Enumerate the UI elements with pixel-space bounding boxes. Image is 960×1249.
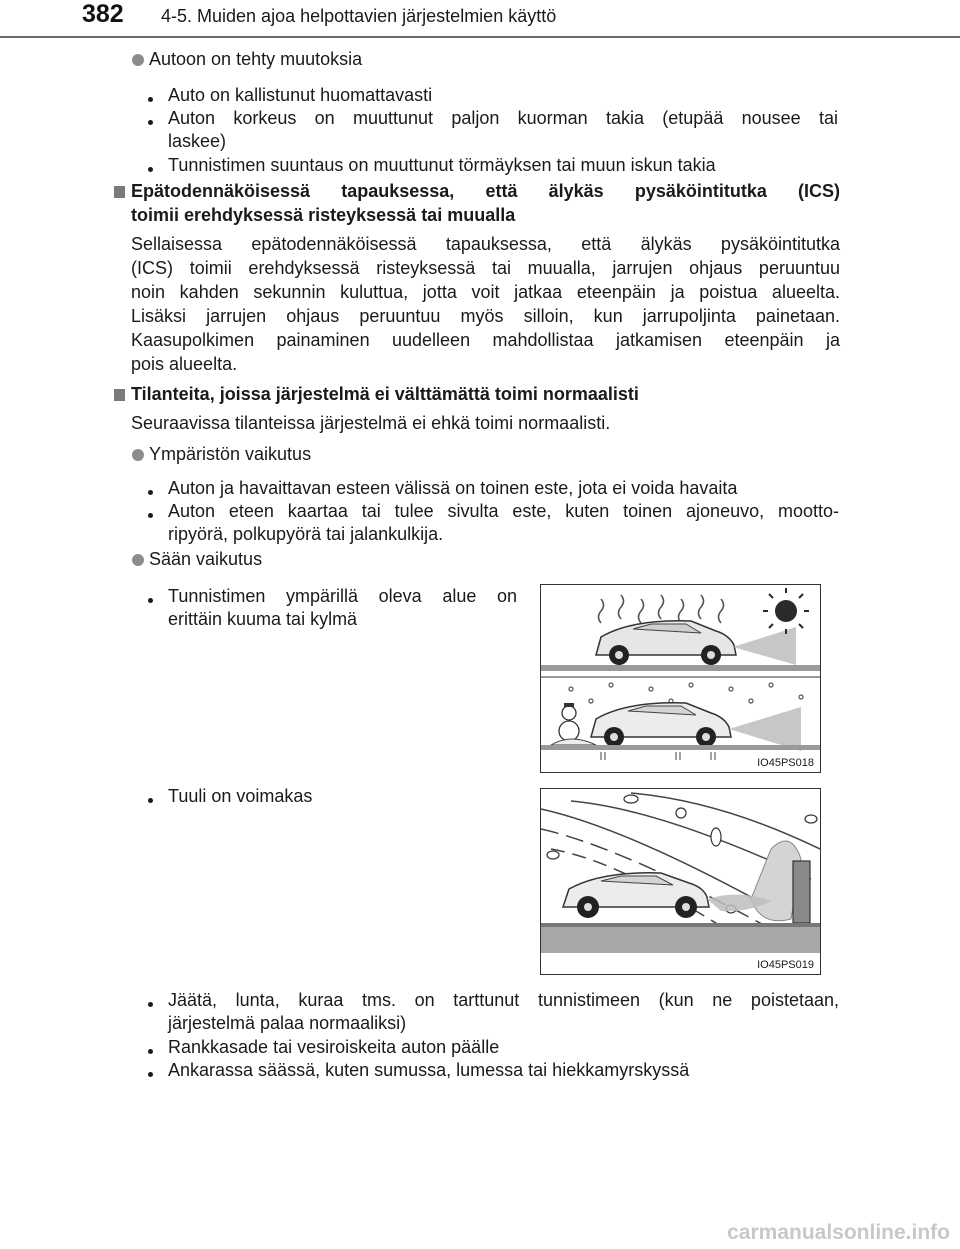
sensor-beam — [729, 707, 801, 751]
square-bullet-icon — [114, 186, 125, 198]
bullet-icon — [148, 167, 153, 172]
bullet-icon — [148, 120, 153, 125]
circle-bullet-icon — [132, 449, 144, 461]
list-item: Jäätä, lunta, kuraa tms. on tarttunut tunnistimeen (kun ne poistetaan, — [168, 990, 839, 1010]
obstacle-post — [793, 861, 810, 923]
section-title-situations: Tilanteita, joissa järjestelmä ei välttämättä toimi normaalisti — [131, 384, 639, 404]
list-item-continuation: ripyörä, polkupyörä tai jalankulkija. — [168, 524, 444, 544]
paragraph-line: pois alueelta. — [131, 354, 238, 374]
subsection-title-modified: Autoon on tehty muutoksia — [149, 49, 363, 69]
bullet-icon — [148, 97, 153, 102]
road — [541, 745, 820, 750]
paragraph-line: Sellaisessa epätodennäköisessä tapauksessa, että älykäs pysäköintitutka — [131, 234, 840, 254]
car-icon — [591, 703, 731, 747]
paragraph-line: noin kahden sekunnin kuluttua, jotta voit jatkaa eteenpäin ja poistua alueelta. — [131, 282, 840, 302]
chapter-title: 4-5. Muiden ajoa helpottavien järjestelmien käyttö — [161, 6, 557, 26]
bullet-icon — [148, 1002, 153, 1007]
heat-wavy-lines — [599, 595, 724, 623]
ice-marks — [601, 752, 715, 760]
page-number: 382 — [82, 0, 124, 28]
bullet-icon — [148, 598, 153, 603]
figure-wind — [540, 788, 821, 975]
road — [541, 665, 820, 671]
section-title-unlikely-line1: Epätodennäköisessä tapauksessa, että älykäs pysäköintitutka (ICS) — [131, 181, 840, 201]
list-item: Auto on kallistunut huomattavasti — [168, 85, 433, 105]
paragraph-line: Lisäksi jarrujen ohjaus peruuntuu myös silloin, kun jarrupoljinta painetaan. — [131, 306, 840, 326]
list-item: Tunnistimen suuntaus on muuttunut törmäyksen tai muun iskun takia — [168, 155, 716, 175]
paragraph-line: Kaasupolkimen painaminen uudelleen mahdollistaa jatkamisen eteenpäin ja — [131, 330, 840, 350]
road — [541, 923, 820, 953]
list-item: Ankarassa säässä, kuten sumussa, lumessa tai hiekkamyrskyssä — [168, 1060, 690, 1080]
paragraph-line: (ICS) toimii erehdyksessä risteyksessä tai muualla, jarrujen ohjaus peruuntuu — [131, 258, 840, 278]
bullet-icon — [148, 513, 153, 518]
list-item-continuation: erittäin kuuma tai kylmä — [168, 609, 358, 629]
subsection-title-weather: Sään vaikutus — [149, 549, 263, 569]
page-header — [0, 0, 960, 38]
figure-temperature — [540, 584, 821, 773]
list-item: Auton eteen kaartaa tai tulee sivulta este, kuten toinen ajoneuvo, mootto- — [168, 501, 839, 521]
square-bullet-icon — [114, 389, 125, 401]
car-icon — [563, 873, 709, 918]
figure-label: IO45PS018 — [757, 757, 814, 769]
list-item: Rankkasade tai vesiroiskeita auton päälle — [168, 1037, 500, 1057]
snowman-icon — [559, 703, 579, 741]
sun-icon — [763, 588, 809, 634]
bullet-icon — [148, 1072, 153, 1077]
header-divider — [0, 36, 960, 38]
bullet-icon — [148, 490, 153, 495]
snowflake-dots — [569, 683, 803, 703]
figure-label: IO45PS019 — [757, 959, 814, 971]
circle-bullet-icon — [132, 554, 144, 566]
list-item-continuation: laskee) — [168, 131, 227, 151]
circle-bullet-icon — [132, 54, 144, 66]
temperature-illustration — [541, 585, 820, 772]
bullet-icon — [148, 1049, 153, 1054]
section-title-unlikely-line2: toimii erehdyksessä risteyksessä tai muualla — [131, 205, 516, 225]
section-intro: Seuraavissa tilanteissa järjestelmä ei ehkä toimi normaalisti. — [131, 413, 611, 433]
list-item: Tuuli on voimakas — [168, 786, 313, 806]
list-item-continuation: järjestelmä palaa normaaliksi) — [168, 1013, 407, 1033]
watermark: carmanualsonline.info — [727, 1221, 950, 1244]
list-item: Tunnistimen ympärillä oleva alue on — [168, 586, 517, 606]
subsection-title-environment: Ympäristön vaikutus — [149, 444, 312, 464]
list-item: Auton ja havaittavan esteen välissä on toinen este, jota ei voida havaita — [168, 478, 738, 498]
list-item: Auton korkeus on muuttunut paljon kuorman takia (etupää nousee tai — [168, 108, 838, 128]
car-icon — [596, 621, 736, 665]
wind-illustration — [541, 789, 820, 974]
bullet-icon — [148, 798, 153, 803]
